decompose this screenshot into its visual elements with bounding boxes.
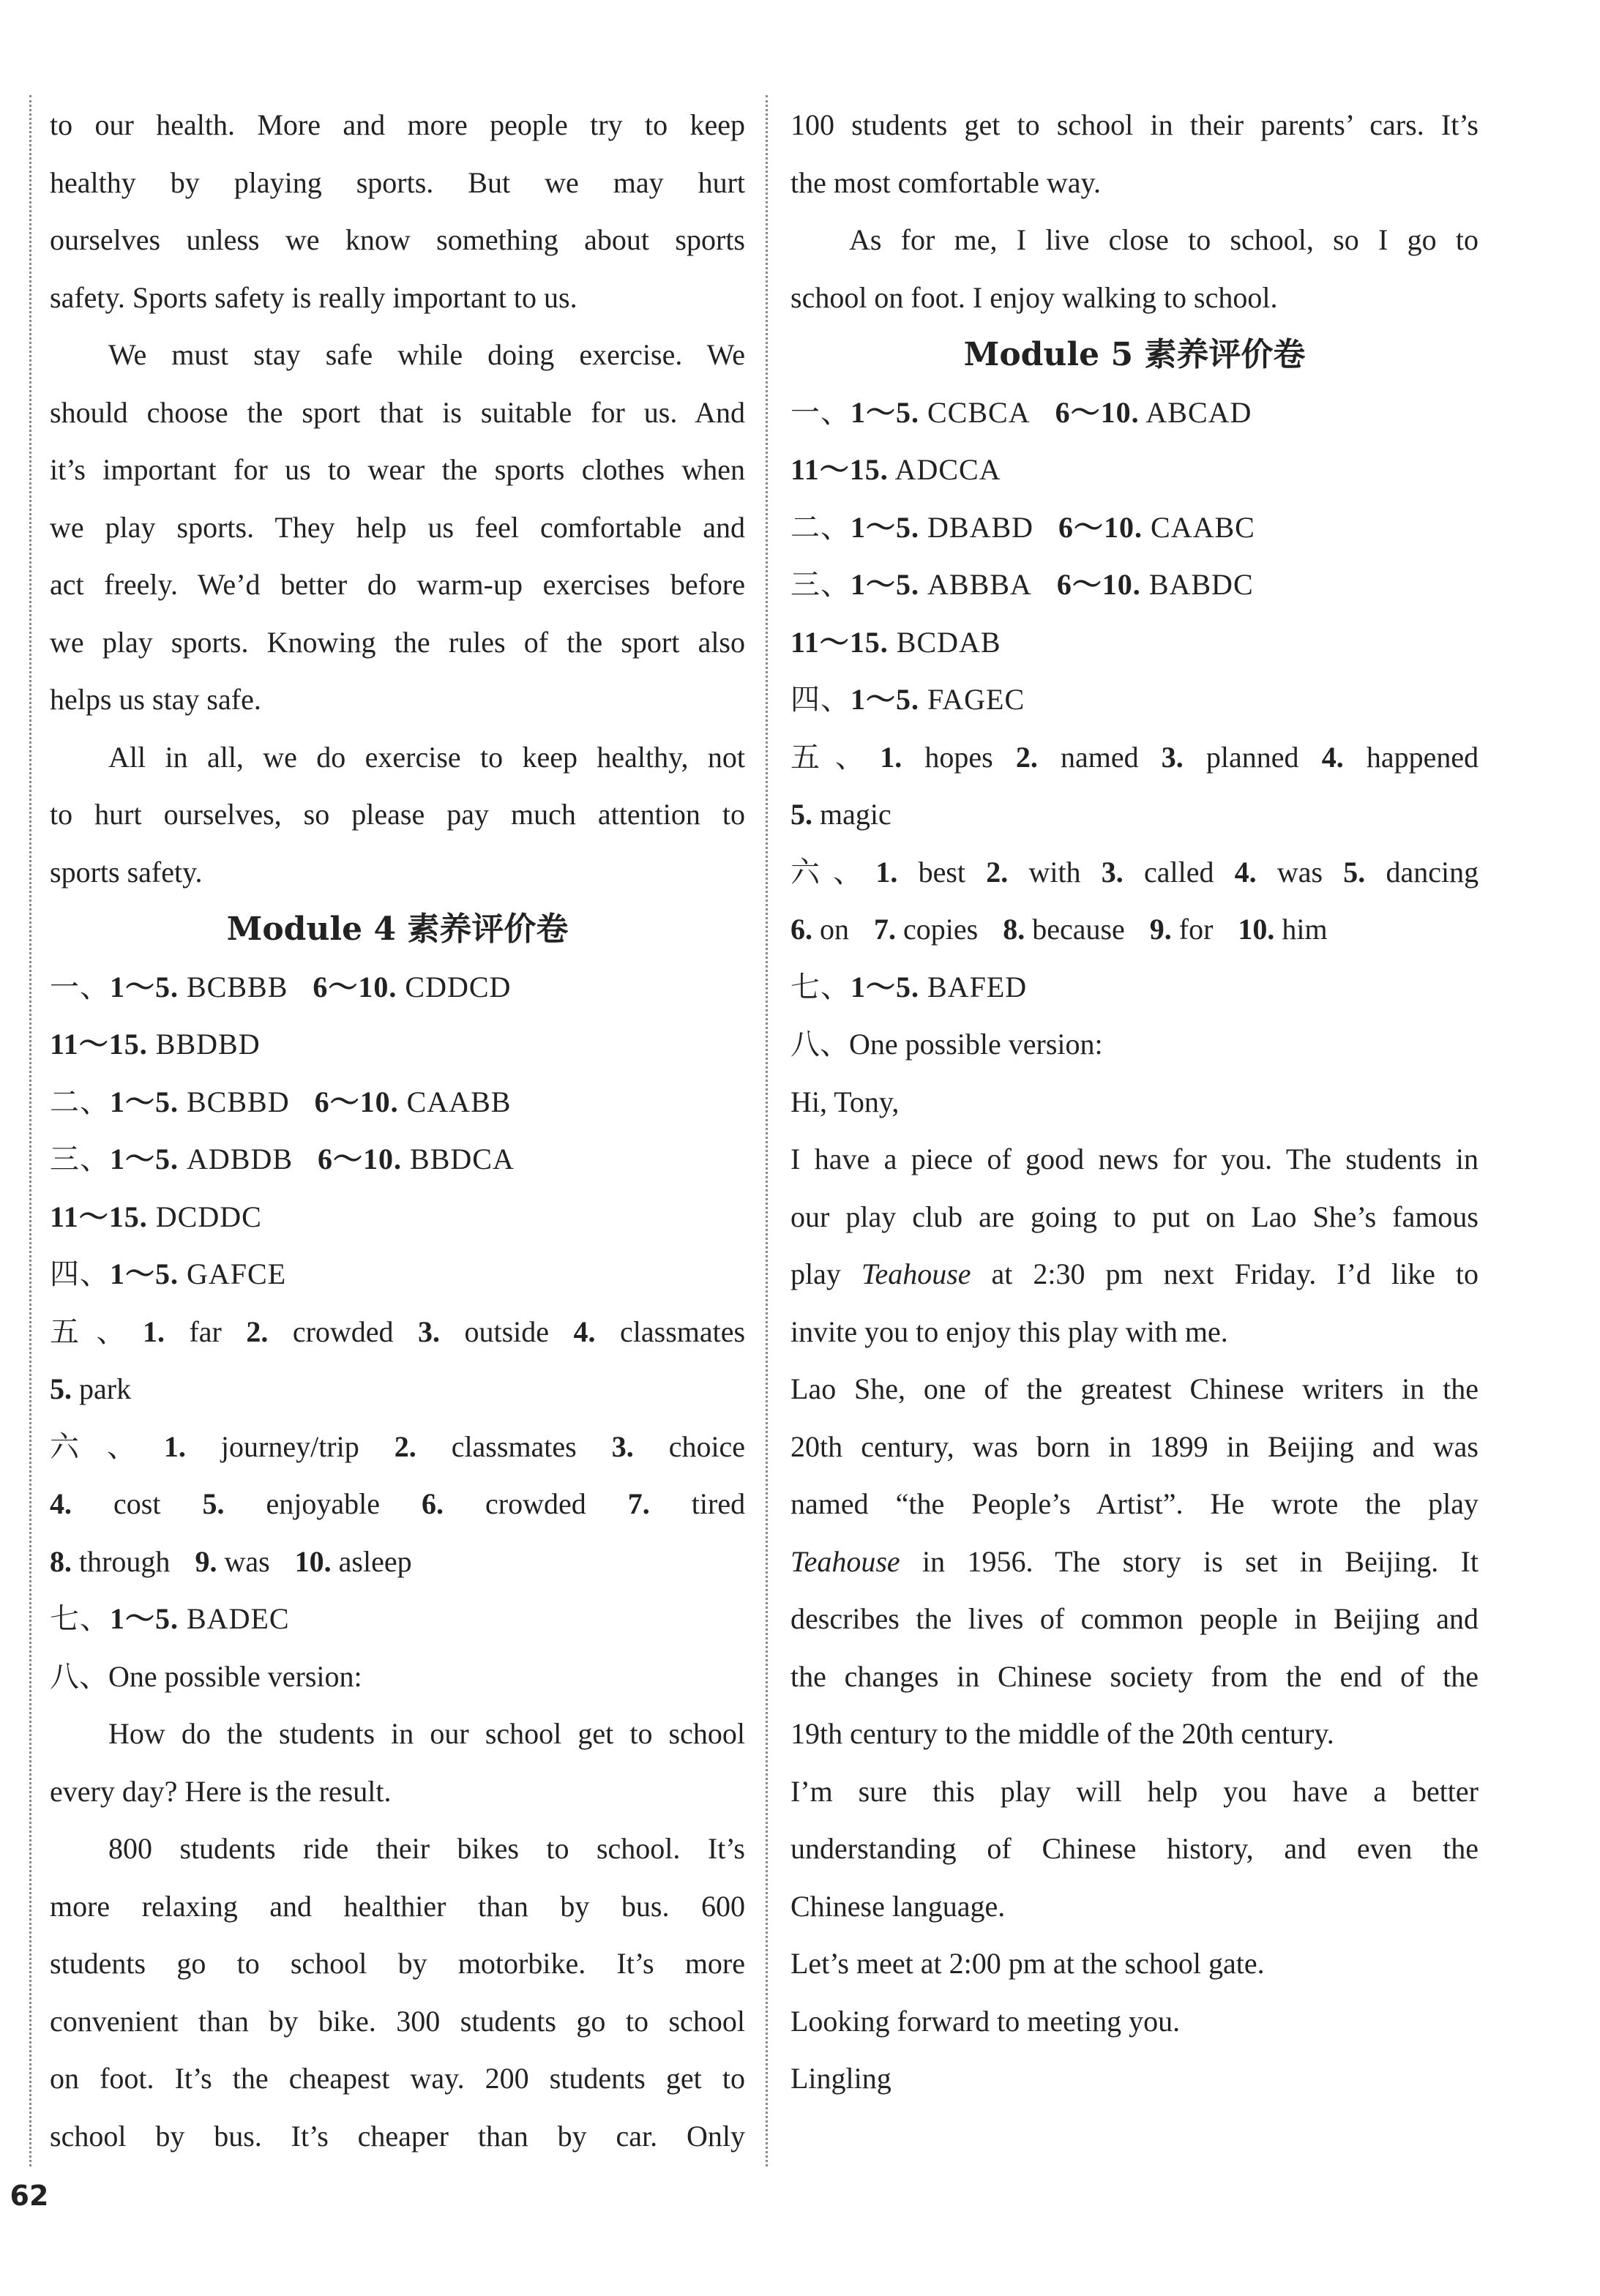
m5-section-8-label: 八、One possible version:: [790, 1028, 1103, 1061]
text-line: Lao She, one of the greatest Chinese writers in the: [790, 1372, 1478, 1405]
text-line: understanding of Chinese history, and even the: [790, 1832, 1478, 1865]
text-line: Teahouse in 1956. The story is set in Beijing. It: [790, 1544, 1478, 1578]
m4-section-6-answers-cont: 4. cost 5. enjoyable 6. crowded 7. tired: [50, 1487, 746, 1520]
text-line: to our health. More and more people try to keep: [50, 108, 745, 141]
m4-essay-continuation: [790, 97, 1478, 212]
m5-section-5-answers-cont: 5. magic: [790, 798, 891, 831]
m5-letter: [790, 1074, 1478, 2108]
text-line: Let’s meet at 2:00 pm at the school gate.: [790, 1947, 1265, 1980]
m4-section-6-answers: 六、1. journey/trip 2. classmates 3. choice: [50, 1429, 746, 1463]
text-line: it’s important for us to wear the sports clothes when: [50, 453, 745, 486]
m4-section-5-answers-cont: 5. park: [50, 1372, 132, 1405]
text-line: 100 students get to school in their parents’ cars. It’s: [790, 108, 1478, 141]
text-line: the changes in Chinese society from the end of the: [790, 1659, 1478, 1693]
text-line: school on foot. I enjoy walking to school.: [790, 280, 1278, 314]
text-line: As for me, I live close to school, so I go to: [849, 223, 1478, 256]
text-line: to hurt ourselves, so please pay much attention to: [50, 798, 745, 831]
text-line: Chinese language.: [790, 1889, 1006, 1923]
left-column: [50, 97, 745, 2165]
text-line: named “the People’s Artist”. He wrote the play: [790, 1487, 1478, 1520]
module-4-title: Module 4 素养评价卷: [226, 910, 569, 948]
m4-essay-paragraph-3: [790, 212, 1478, 326]
text-line: we play sports. Knowing the rules of the sport also: [50, 625, 745, 659]
text-line: the most comfortable way.: [790, 165, 1101, 199]
text-line: describes the lives of common people in Beijing and: [790, 1602, 1478, 1635]
text-line: more relaxing and healthier than by bus. 600: [50, 1889, 745, 1923]
m5-section-6-answers: 六、1. best 2. with 3. called 4. was 5. dancing: [790, 855, 1479, 889]
text-line: How do the students in our school get to school: [108, 1717, 745, 1750]
text-line: 20th century, was born in 1899 in Beijing and was: [790, 1429, 1478, 1463]
m4-section-1-answers-cont: 11～15. BBDBD: [50, 1028, 261, 1061]
text-line: every day? Here is the result.: [50, 1774, 392, 1808]
letter-signature: Lingling: [790, 2062, 891, 2095]
text-line: 19th century to the middle of the 20th century.: [790, 1717, 1334, 1750]
m4-section-4-answers: 四、1～5. GAFCE: [50, 1257, 287, 1290]
m4-section-1-answers: 一、1～5. BCBBB 6～10. CDDCD: [50, 970, 512, 1003]
text-line: safety. Sports safety is really important to us.: [50, 280, 577, 314]
m4-section-6-answers-cont: 8. through 9. was 10. asleep: [50, 1544, 412, 1578]
right-column: [790, 97, 1478, 2108]
text-line: 800 students ride their bikes to school. It’s: [108, 1832, 745, 1865]
essay-continuation-paragraph: [50, 97, 745, 326]
text-line: should choose the sport that is suitable for us. And: [50, 395, 745, 429]
sports-safety-paragraph: [50, 326, 745, 729]
m4-section-2-answers: 二、1～5. BCBBD 6～10. CAABB: [50, 1085, 512, 1118]
letter-greeting: Hi, Tony,: [790, 1085, 900, 1118]
m5-section-3-answers-cont: 11～15. BCDAB: [790, 625, 1001, 659]
text-line: we play sports. They help us feel comfortable and: [50, 510, 745, 544]
m5-section-1-answers-cont: 11～15. ADCCA: [790, 453, 1001, 486]
m5-section-1-answers: 一、1～5. CCBCA 6～10. ABCAD: [790, 395, 1252, 429]
m5-section-3-answers: 三、1～5. ABBBA 6～10. BABDC: [790, 568, 1254, 601]
m5-section-5-answers: 五、1. hopes 2. named 3. planned 4. happened: [790, 740, 1479, 774]
text-line: students go to school by motorbike. It’s more: [50, 1947, 745, 1980]
m4-section-3-answers: 三、1～5. ADBDB 6～10. BBDCA: [50, 1143, 515, 1175]
letter-closing: Looking forward to meeting you.: [790, 2004, 1181, 2038]
text-line: invite you to enjoy this play with me.: [790, 1315, 1228, 1348]
m4-section-3-answers-cont: 11～15. DCDDC: [50, 1200, 262, 1233]
conclusion-paragraph: [50, 729, 745, 902]
text-line: convenient than by bike. 300 students go to school: [50, 2004, 745, 2038]
text-line: healthy by playing sports. But we may hurt: [50, 165, 745, 199]
m5-section-6-answers-cont: 6. on 7. copies 8. because 9. for 10. him: [790, 913, 1328, 946]
module-5-title: Module 5 素养评价卷: [963, 336, 1306, 373]
left-margin-rule: [29, 95, 31, 2166]
page-number: 62: [10, 2180, 49, 2212]
m4-section-7-answers: 七、1～5. BADEC: [50, 1602, 290, 1635]
column-divider: [766, 95, 768, 2166]
m4-essay-paragraph-1: [50, 1705, 745, 1820]
text-line: I’m sure this play will help you have a better: [790, 1774, 1478, 1808]
text-line: our play club are going to put on Lao She’s famous: [790, 1200, 1478, 1233]
m5-section-2-answers: 二、1～5. DBABD 6～10. CAABC: [790, 510, 1255, 544]
text-line: We must stay safe while doing exercise. We: [108, 338, 745, 371]
text-line: helps us stay safe.: [50, 683, 261, 716]
m4-section-5-answers: 五、1. far 2. crowded 3. outside 4. classmates: [50, 1315, 746, 1348]
m4-essay-paragraph-2: [50, 1820, 745, 2165]
text-line: I have a piece of good news for you. The students in: [790, 1143, 1478, 1175]
text-line: act freely. We’d better do warm-up exercises before: [50, 568, 745, 601]
m5-section-4-answers: 四、1～5. FAGEC: [790, 683, 1025, 716]
text-line: sports safety.: [50, 855, 203, 889]
text-line: All in all, we do exercise to keep healthy, not: [108, 740, 745, 774]
text-line: play Teahouse at 2:30 pm next Friday. I’d like to: [790, 1257, 1479, 1290]
text-line: on foot. It’s the cheapest way. 200 students get to: [50, 2062, 745, 2095]
text-line: ourselves unless we know something about sports: [50, 223, 745, 256]
m5-section-7-answers: 七、1～5. BAFED: [790, 970, 1028, 1003]
text-line: school by bus. It’s cheaper than by car. Only: [50, 2119, 745, 2153]
m4-section-8-label: 八、One possible version:: [50, 1659, 362, 1693]
